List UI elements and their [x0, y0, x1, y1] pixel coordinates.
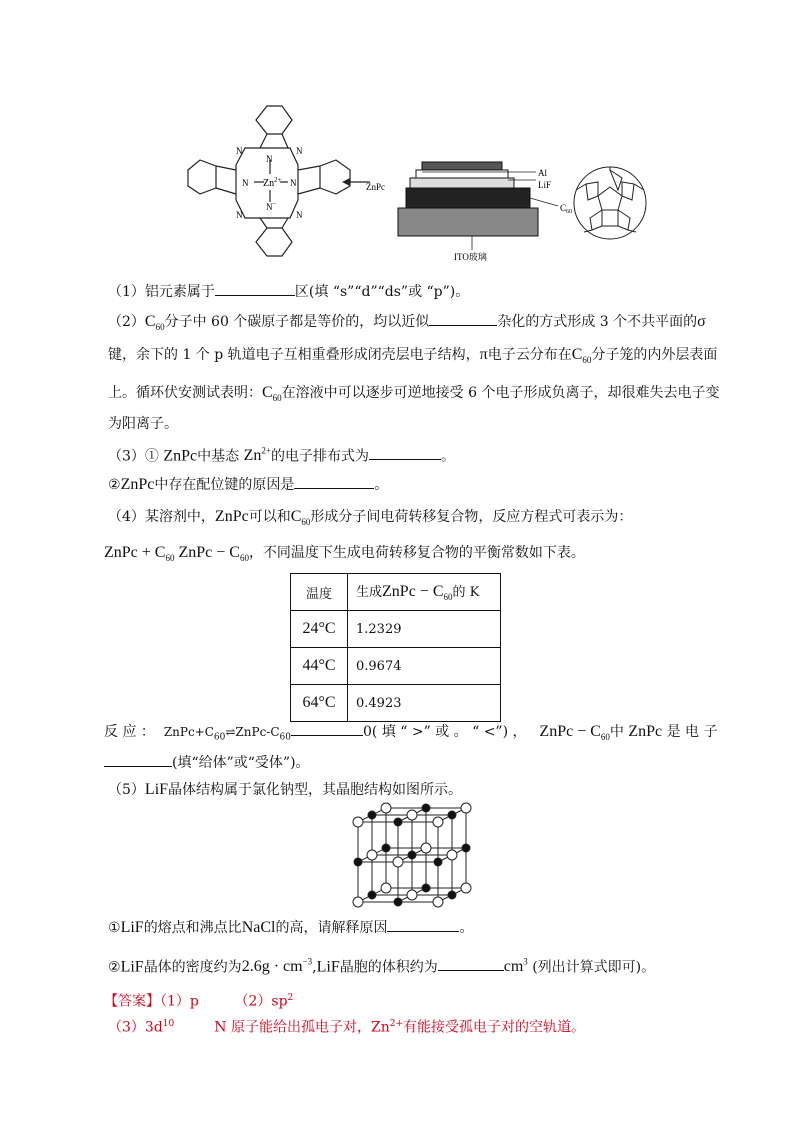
- znpc-device-figure: [170, 90, 650, 280]
- q4-donor-blank[interactable]: [104, 752, 172, 767]
- q2-line-3: 上。循环伏安测试表明：$C_{60}$在溶液中可以逐步可逆地接受 6 个电子形成负离子，却很难失去电子变: [108, 384, 720, 404]
- q5-line-3: ②LiF晶体的密度约为$2.6g \cdot cm^{-3},LiF$晶胞的体积约为 $cm^3$ (列出计算式即可)。: [108, 957, 656, 976]
- table-cell-k: 0.9674: [348, 648, 501, 685]
- q5-line-1: （5）LiF晶体结构属于氯化钠型，其晶胞结构如图所示。: [108, 781, 463, 798]
- n-right-label: N: [290, 178, 297, 188]
- lif-unit-cell-diagram: [350, 800, 480, 910]
- q1-answer-blank[interactable]: [215, 281, 295, 296]
- n-bottom-label: N−: [266, 200, 277, 212]
- lif-label: LiF: [538, 180, 552, 190]
- q3-line-2: ②ZnPc中存在配位键的原因是 。: [108, 476, 389, 493]
- n-outer-tl: N: [236, 146, 243, 156]
- answer-line-1: 【答案】（1）p $(2)sp^2$: [104, 993, 294, 1010]
- ito-label: ITO玻璃: [454, 252, 487, 262]
- zn-label: $Zn^{2+}$: [263, 176, 282, 189]
- q2-answer-blank[interactable]: [429, 311, 497, 326]
- q3-reason-blank[interactable]: [294, 474, 374, 489]
- q4-equation-line: ZnPc + $C_{60}$ ZnPc − $C_{60}$，不同温度下生成电荷转移复合物的平衡常数如下表。: [104, 544, 585, 564]
- znpc-layer-label: ZnPc: [366, 182, 385, 192]
- n-outer-br: N: [296, 210, 303, 220]
- q5-line-2: ①LiF的熔点和沸点比NaCl的高，请解释原因 。: [108, 919, 474, 936]
- table-cell-temp: 44°C: [291, 648, 348, 685]
- n-outer-tr: N: [296, 146, 303, 156]
- answer-tag: 【答案】: [104, 993, 160, 1010]
- equilibrium-constant-table: [290, 573, 501, 722]
- table-header-temp: 温度: [291, 574, 348, 611]
- q3-config-blank[interactable]: [369, 445, 441, 460]
- n-left-label: N: [242, 178, 249, 188]
- table-row: [291, 611, 501, 648]
- c60-layer-label: $C_{60}$: [560, 203, 573, 215]
- n-outer-bl: N: [236, 210, 243, 220]
- q4-line-4: (填“给体”或“受体”)。: [104, 752, 310, 773]
- q3-line-1: （3）① ZnPc中基态 $Zn^{2+}$的电子排布式为 。: [108, 446, 455, 465]
- q2-line-1: $(2)C_{60}$分子中 60 个碳原子都是等价的，均以近似 杂化的方式形成 3 个不共平面的σ: [108, 313, 706, 333]
- table-cell-k: 0.4923: [348, 685, 501, 722]
- table-row: [291, 648, 501, 685]
- table-cell-temp: 24°C: [291, 611, 348, 648]
- table-row: [291, 685, 501, 722]
- q5-volume-blank[interactable]: [438, 956, 504, 971]
- q1-line: （1）铝元素属于 区(填 “s”“d”“ds”或 “p”)。: [108, 281, 469, 302]
- al-label: Al: [538, 168, 547, 178]
- c60-buckyball: [574, 167, 646, 239]
- q2-line-2: 键，余下的 1 个 p 轨道电子互相重叠形成闭壳层电子结构，π电子云分布在$C_{60}$分子笼的内外层表面: [108, 346, 718, 366]
- device-stack: [398, 162, 538, 236]
- answer-line-2: $(3)3d^{10}$ N 原子能给出孤电子对，$Zn^{2+}$有能接受孤电子对的空轨道。: [108, 1019, 586, 1036]
- table-header-k: 生成ZnPc − $C_{60}$的 K: [348, 574, 501, 611]
- q5-reason-blank[interactable]: [387, 917, 459, 932]
- q4-dh-blank[interactable]: [291, 721, 363, 736]
- table-cell-k: 1.2329: [348, 611, 501, 648]
- q2-line-4: 为阳离子。: [108, 416, 178, 432]
- q4-line-1: （4）某溶剂中，ZnPc可以和$C_{60}$形成分子间电荷转移复合物，反应方程式可表示为：: [108, 508, 633, 528]
- n-top-label: N: [266, 154, 273, 164]
- table-header-row: [291, 574, 501, 611]
- q4-line-3: 反 应 ： $ZnPc+C_{60}\rightleftharpoons ZnPc-C_{60}$ 0( 填 “ >” 或 。 “ <”) ， ZnPc − $C_{60}$中 ZnPc 是 电 子: [104, 723, 718, 743]
- table-cell-temp: 64°C: [291, 685, 348, 722]
